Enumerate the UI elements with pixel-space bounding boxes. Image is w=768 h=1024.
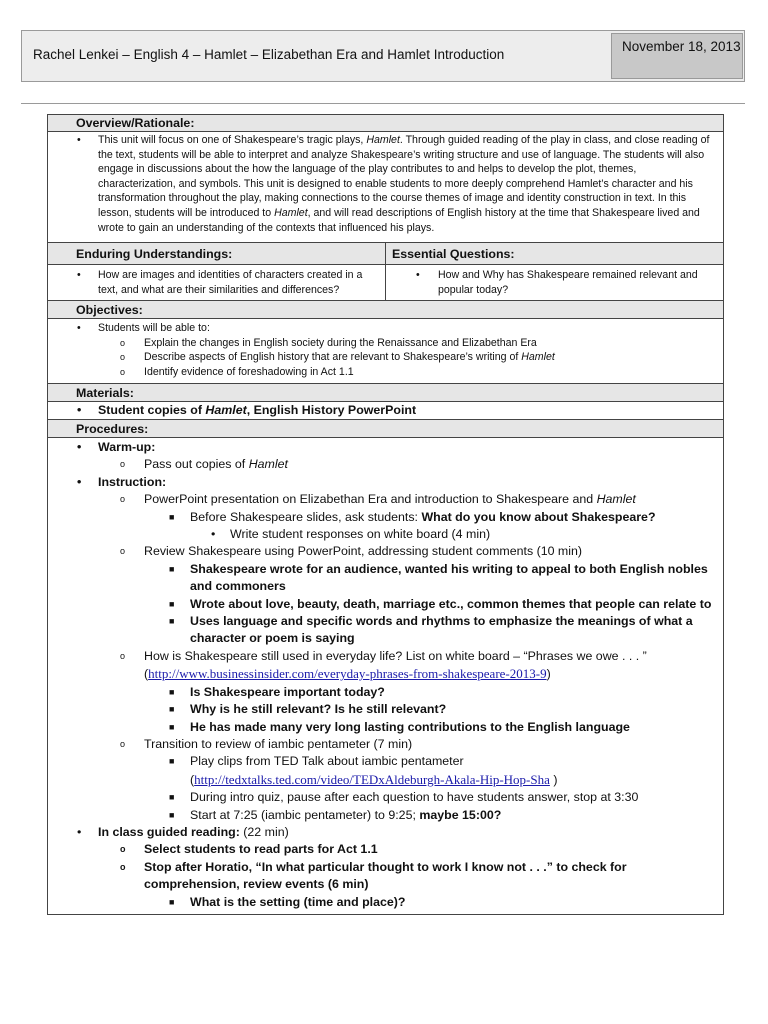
warmup-item: • Warm-up: — [48, 439, 723, 456]
review-point: ■ Shakespeare wrote for an audience, wanted his writing to appeal to both English nobles and commoners — [169, 561, 708, 594]
objectives-intro: • Students will be able to: — [77, 322, 210, 334]
document-header — [21, 30, 745, 82]
overview-body — [48, 132, 723, 243]
procedures-heading: Procedures: — [76, 422, 149, 436]
quiz-item: ■ During intro quiz, pause after each question to have students answer, stop at 3:30 — [48, 789, 723, 806]
before-slides-item: ■ Before Shakespeare slides, ask students: What do you know about Shakespeare? — [48, 509, 723, 526]
everyday-item: o How is Shakespeare still used in everyday life? List on white board – “Phrases we owe . . . ” (http://www.businessinsider.com/everyday-phrases-from-shakespeare-2013-9) — [120, 648, 647, 682]
circle-bullet-icon: o — [120, 352, 126, 363]
circle-bullet-icon: o — [120, 366, 126, 377]
materials-item: • Student copies of Hamlet, English History PowerPoint — [77, 403, 417, 417]
review-point: ■ Uses language and specific words and rhythms to emphasize the meanings of what a character or poem is saying — [169, 614, 693, 646]
square-bullet-icon: ■ — [169, 809, 175, 820]
materials-heading: Materials: — [76, 386, 134, 400]
circle-bullet-icon: o — [120, 861, 126, 872]
procedures-body — [48, 438, 723, 911]
square-bullet-icon: ■ — [169, 598, 175, 609]
circle-bullet-icon: o — [120, 738, 126, 749]
eu-eq-heading-row — [48, 243, 723, 265]
everyday-point: ■ He has made many very long lasting contributions to the English language — [48, 719, 723, 736]
bullet-icon: • — [77, 440, 82, 454]
objective-item: o Identify evidence of foreshadowing in Act 1.1 — [120, 365, 354, 378]
square-bullet-icon: ■ — [169, 616, 175, 627]
bullet-icon: • — [77, 134, 81, 146]
square-bullet-icon: ■ — [169, 704, 175, 715]
circle-bullet-icon: o — [120, 546, 126, 557]
bullet-icon: • — [77, 269, 81, 281]
procedures-heading-row — [48, 420, 723, 438]
enduring-item: • How are images and identities of characters created in a text, and what are their similarities and differences? — [77, 269, 363, 296]
ted-item: ■ Play clips from TED Talk about iambic pentameter (http://tedxtalks.ted.com/video/TEDxAldeburgh-Akala-Hip-Hop-Sha ) — [169, 754, 558, 787]
overview-text: • This unit will focus on one of Shakespeare’s tragic plays, Hamlet. Through guided reading of the play in class, and close reading of the text, students will be able to interpret and analyze Shakespeare’s writing structure and use of language. The students will also engage in discussions about the how the language of the play contributes to and helps to develop the plot, themes, characterization, and symbols. This unit is designed to enable students to more deeply comprehend Hamlet’s character and his transformation throughout the play, making connections to the course themes of image and identity construction in text. In this lesson, students will be introduced to Hamlet, and will read descriptions of English history at the time that Shakespeare lived and wrote to gain an understanding of the contexts that influenced his plays. — [77, 134, 710, 234]
review-point: ■ Wrote about love, beauty, death, marriage etc., common themes that people can relate to — [48, 596, 723, 613]
materials-body — [48, 402, 723, 420]
objective-item: o Explain the changes in English society during the Renaissance and Elizabethan Era — [120, 336, 537, 349]
pass-out-item: o Pass out copies of Hamlet — [48, 456, 723, 473]
essential-heading: Essential Questions: — [392, 247, 515, 261]
bullet-icon: • — [211, 527, 216, 542]
bullet-icon: • — [77, 824, 82, 839]
circle-bullet-icon: o — [120, 337, 126, 348]
square-bullet-icon: ■ — [169, 686, 175, 697]
write-responses-item: • Write student responses on white board (4 min) — [48, 526, 723, 543]
square-bullet-icon: ■ — [169, 896, 175, 907]
bullet-icon: • — [77, 322, 81, 334]
square-bullet-icon: ■ — [169, 511, 175, 522]
everyday-point: ■ Is Shakespeare important today? — [48, 684, 723, 701]
bullet-icon: • — [77, 403, 82, 417]
review-item: o Review Shakespeare using PowerPoint, addressing student comments (10 min) — [48, 543, 723, 560]
square-bullet-icon: ■ — [169, 721, 175, 732]
everyday-link[interactable]: http://www.businessinsider.com/everyday-phrases-from-shakespeare-2013-9 — [148, 666, 547, 682]
materials-heading-row — [48, 384, 723, 402]
objective-item: o Describe aspects of English history that are relevant to Shakespeare’s writing of Hamlet — [120, 351, 555, 364]
transition-item: o Transition to review of iambic pentameter (7 min) — [48, 736, 723, 753]
objectives-heading-row — [48, 301, 723, 319]
overview-heading-row — [48, 115, 723, 132]
eu-eq-body-row — [48, 265, 723, 301]
select-item: o Select students to read parts for Act 1.1 — [48, 841, 723, 858]
circle-bullet-icon: o — [120, 650, 126, 661]
ted-link[interactable]: http://tedxtalks.ted.com/video/TEDxAldeburgh-Akala-Hip-Hop-Sha — [194, 771, 550, 787]
everyday-point: ■ Why is he still relevant? Is he still relevant? — [48, 701, 723, 718]
bullet-icon: • — [416, 269, 420, 281]
square-bullet-icon: ■ — [169, 756, 175, 767]
guided-reading-item: • In class guided reading: (22 min) — [48, 824, 723, 841]
bullet-icon: • — [77, 474, 82, 489]
divider-rule — [21, 103, 745, 104]
objectives-heading: Objectives: — [76, 303, 143, 317]
header-date: November 18, 2013 — [611, 33, 743, 79]
header-title: Rachel Lenkei – English 4 – Hamlet – Elizabethan Era and Hamlet Introduction — [33, 47, 505, 62]
lesson-plan-table — [47, 114, 724, 915]
objectives-body — [48, 319, 723, 384]
ppt-item: o PowerPoint presentation on Elizabethan Era and introduction to Shakespeare and Hamlet — [48, 491, 723, 508]
circle-bullet-icon: o — [120, 844, 126, 855]
circle-bullet-icon: o — [120, 494, 126, 505]
square-bullet-icon: ■ — [169, 563, 175, 574]
essential-item: • How and Why has Shakespeare remained relevant and popular today? — [416, 269, 698, 296]
start-item: ■ Start at 7:25 (iambic pentameter) to 9:25; maybe 15:00? — [48, 807, 723, 824]
instruction-item: • Instruction: — [48, 474, 723, 491]
stop-item: o Stop after Horatio, “In what particular thought to work I know not . . .” to check for comprehension, review events (6 min) — [120, 859, 627, 892]
square-bullet-icon: ■ — [169, 792, 175, 803]
setting-item: ■ What is the setting (time and place)? — [48, 894, 723, 911]
overview-heading: Overview/Rationale: — [76, 116, 195, 130]
circle-bullet-icon: o — [120, 459, 126, 470]
enduring-heading: Enduring Understandings: — [76, 247, 233, 261]
